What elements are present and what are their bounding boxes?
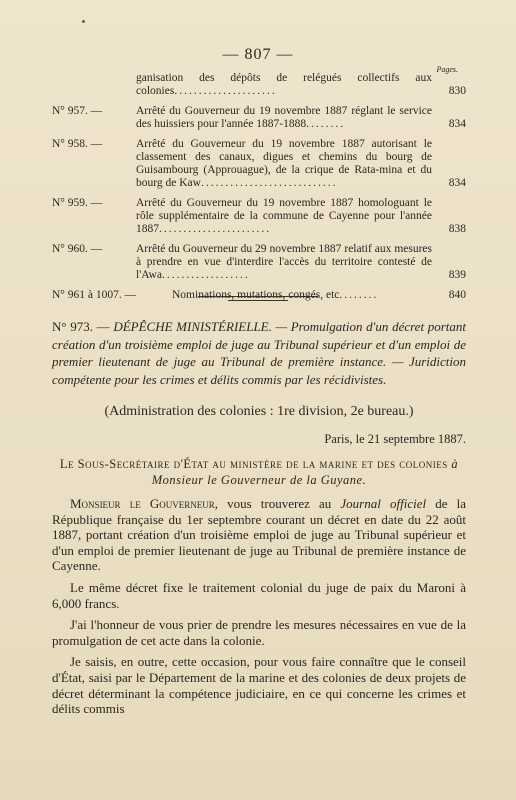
toc-entry: N° 960. — Arrêté du Gouverneur du 29 novembre 1887 relatif aux mesures à prendre en vue d'interdire l'accès du territoire contesté de l'Awa.................. 839	[52, 243, 466, 281]
paragraph: J'ai l'honneur de vous prier de prendre les mesures nécessaires en vue de la promulgation de cet acte dans la colonie.	[52, 617, 466, 648]
toc-entry: N° 959. — Arrêté du Gouverneur du 19 novembre 1887 homologuant le rôle supplémentaire de la commune de Cayenne pour l'année 1887....................... 838	[52, 197, 466, 235]
toc-entry-page: 834	[448, 177, 466, 189]
administration-line: (Administration des colonies : 1re division, 2e bureau.)	[104, 404, 414, 419]
sender-line	[52, 456, 466, 488]
toc-entry-number: N° 957. —	[52, 105, 103, 117]
toc-entry-page: 838	[448, 223, 466, 235]
document-number: N° 973. —	[52, 319, 110, 334]
pages-column-label: Pages.	[436, 65, 458, 74]
paragraph: Je saisis, en outre, cette occasion, pour vous faire connaître que le conseil d'État, saisi par le Département de la marine et des colonies de deux projets de décret déterminant la compétence judiciaire, en ce qui concerne les crimes et délits commis	[52, 654, 466, 717]
toc-entry: ganisation des dépôts de relégués collectifs aux colonies..................... 830	[136, 72, 466, 97]
page-number: — 807 —	[222, 46, 294, 63]
toc-entry-number: N° 958. —	[52, 138, 103, 150]
paragraph: Le même décret fixe le traitement colonial du juge de paix du Maroni à 6,000 francs.	[52, 579, 466, 611]
document-title: DÉPÊCHE MINISTÉRIELLE.	[113, 319, 272, 334]
recipient: Monsieur le Gouverneur de la Guyane.	[151, 473, 367, 487]
toc-entry-number: N° 961 à 1007. —	[52, 289, 137, 301]
letter-body	[52, 496, 466, 723]
toc-entry-text: ganisation des dépôts de relégués collectifs aux colonies	[136, 72, 432, 97]
toc-entry-page: 830	[448, 85, 466, 97]
table-of-contents	[52, 72, 466, 309]
section-divider-thin	[228, 300, 288, 301]
paper-speck	[82, 20, 85, 23]
toc-entry-page: 834	[448, 118, 466, 130]
paragraph: Monsieur le Gouverneur, vous trouverez au Journal officiel de la République française du 1er septembre courant un décret en date du 22 août 1887, portant création d'un troisième emploi de juge au Tribunal supérieur et d'un emploi de premier lieutenant de juge au Tribunal de première instance de Cayenne.	[52, 496, 467, 574]
journal-reference: Journal officiel	[340, 496, 427, 511]
toc-entry-page: 840	[448, 289, 466, 301]
dateline: Paris, le 21 septembre 1887.	[324, 432, 466, 446]
toc-entry-text: Arrêté du Gouverneur du 19 novembre 1887 autorisant le classement des canaux, digues et chemins du bourg de Guisambourg (Approuague), de la crique de Rata-mina et du bourg de Kaw	[136, 138, 432, 189]
document-heading	[52, 318, 466, 388]
toc-entry-number: N° 959. —	[52, 197, 103, 209]
section-divider	[198, 296, 318, 297]
toc-entry-text: Arrêté du Gouverneur du 19 novembre 1887 homologuant le rôle supplémentaire de la commune de Cayenne pour l'année 1887	[136, 197, 432, 235]
toc-entry-text: Arrêté du Gouverneur du 29 novembre 1887 relatif aux mesures à prendre en vue d'interdire l'accès du territoire contesté de l'Awa	[136, 243, 432, 281]
sender-title: Le Sous-Secrétaire d'État au ministère de la marine et des colonies	[59, 457, 448, 471]
toc-entry-text: Arrêté du Gouverneur du 19 novembre 1887 réglant le service des huissiers pour l'année 1887-1888	[136, 105, 432, 130]
toc-entry: N° 961 à 1007. — Nominations, mutations, congés, etc........ 840	[52, 289, 466, 301]
toc-entry: N° 958. — Arrêté du Gouverneur du 19 novembre 1887 autorisant le classement des canaux, digues et chemins du bourg de Guisambourg (Approuague), de la crique de Rata-mina et du bourg de Kaw............................ 834	[52, 138, 466, 189]
salutation: Monsieur le Gouverneur,	[70, 496, 218, 511]
document-summary: — Promulgation d'un décret portant création d'un troisième emploi de juge au Tribunal supérieur et d'un emploi de premier lieutenant de juge au Tribunal de première instance. — Juridiction compétente pour les crimes et délits commis par les récidivistes.	[52, 319, 467, 387]
sender-preposition: à	[451, 457, 459, 471]
toc-entry-page: 839	[448, 269, 466, 281]
toc-entry-number: N° 960. —	[52, 243, 103, 255]
toc-entry: N° 957. — Arrêté du Gouverneur du 19 novembre 1887 réglant le service des huissiers pour l'année 1887-1888........ 834	[52, 105, 466, 130]
toc-entry-text: Nominations, mutations, congés, etc	[172, 289, 340, 301]
